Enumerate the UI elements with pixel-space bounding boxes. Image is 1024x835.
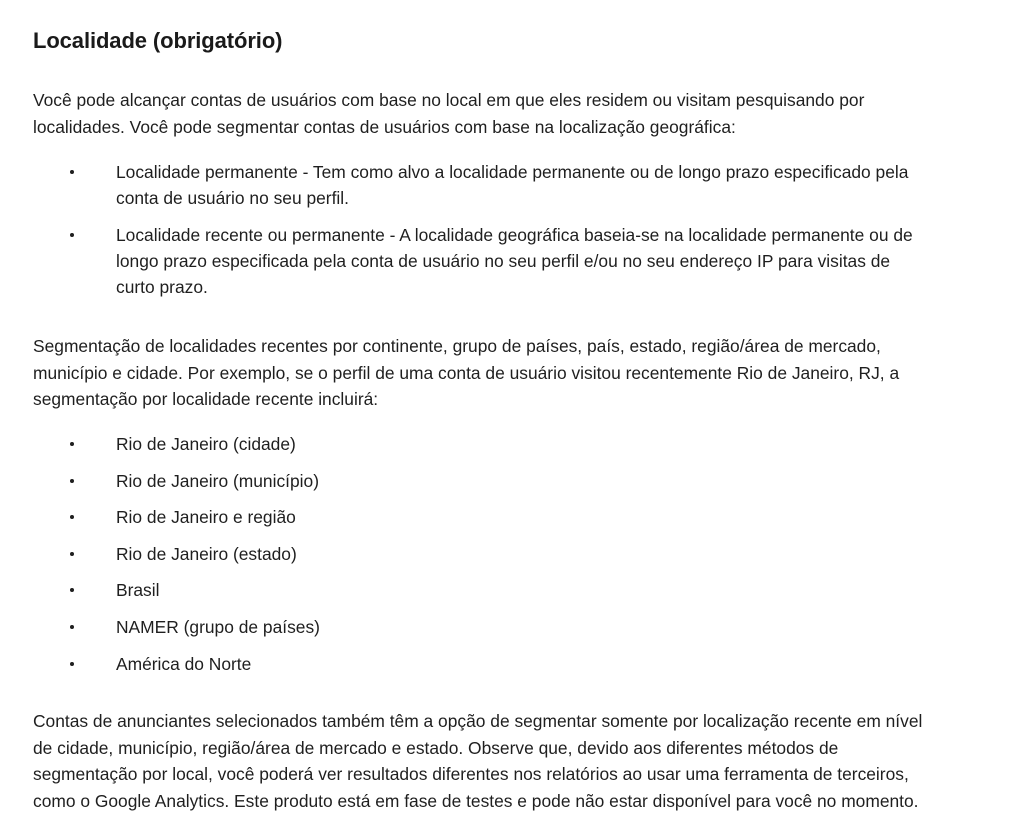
bullet-dot-icon (70, 662, 74, 666)
bullet-dot-icon (70, 625, 74, 629)
list-item-label: Rio de Janeiro (cidade) (116, 434, 296, 454)
list-item-label: Rio de Janeiro e região (116, 507, 296, 528)
bullet-dot-icon (70, 233, 74, 237)
list-item-label: Brasil (116, 580, 160, 601)
segmentation-paragraph (33, 333, 998, 413)
list-item-line: Localidade permanente - Tem como alvo a localidade permanente ou de longo prazo especificado pela (116, 162, 909, 182)
bullet-dot-icon (70, 170, 74, 174)
list-item-line: conta de usuário no seu perfil. (116, 188, 349, 208)
list-item-line: longo prazo especificada pela conta de usuário no seu perfil e/ou no seu endereço IP para visitas de (116, 251, 891, 271)
segmentation-line: município e cidade. Por exemplo, se o perfil de uma conta de usuário visitou recentemente Rio de Janeiro, RJ, a (33, 362, 900, 383)
list-item (33, 468, 998, 494)
list-item (33, 431, 998, 457)
intro-line: localidades. Você pode segmentar contas de usuários com base na localização geográfica: (33, 116, 736, 137)
list-item (33, 541, 998, 567)
list-item-label: América do Norte (116, 653, 252, 674)
list-item-line: curto prazo. (116, 277, 208, 297)
bullet-dot-icon (70, 515, 74, 519)
list-item-line: Localidade recente ou permanente - A localidade geográfica baseia-se na localidade permanente ou de (116, 225, 913, 245)
advertisers-line: segmentação por local, você poderá ver resultados diferentes nos relatórios ao usar uma ferramenta de terceiros, (33, 764, 909, 784)
advertisers-line: de cidade, município, região/área de mercado e estado. Observe que, devido aos diferentes métodos de (33, 737, 839, 758)
bullet-dot-icon (70, 552, 74, 556)
list-item (33, 651, 998, 677)
list-item (33, 504, 998, 530)
section-heading: Localidade (obrigatório) (33, 28, 283, 53)
list-item (33, 614, 998, 640)
list-item (33, 577, 998, 603)
advertisers-line: Contas de anunciantes selecionados também têm a opção de segmentar somente por localização recente em nível (33, 711, 923, 731)
location-types-list (33, 159, 998, 311)
bullet-dot-icon (70, 442, 74, 446)
list-item (33, 159, 998, 211)
intro-line: Você pode alcançar contas de usuários com base no local em que eles residem ou visitam pesquisando por (33, 90, 865, 110)
advertisers-paragraph (33, 708, 998, 814)
list-item-label: Rio de Janeiro (município) (116, 470, 319, 491)
location-examples-list (33, 431, 998, 687)
advertisers-line: como o Google Analytics. Este produto está em fase de testes e pode não estar disponível para você no momento. (33, 790, 919, 811)
segmentation-line: Segmentação de localidades recentes por continente, grupo de países, país, estado, região/área de mercado, (33, 336, 881, 356)
bullet-dot-icon (70, 479, 74, 483)
list-item (33, 222, 998, 300)
segmentation-line: segmentação por localidade recente incluirá: (33, 389, 379, 409)
bullet-dot-icon (70, 588, 74, 592)
intro-paragraph (33, 87, 998, 140)
list-item-label: NAMER (grupo de países) (116, 616, 320, 637)
list-item-label: Rio de Janeiro (estado) (116, 543, 297, 564)
